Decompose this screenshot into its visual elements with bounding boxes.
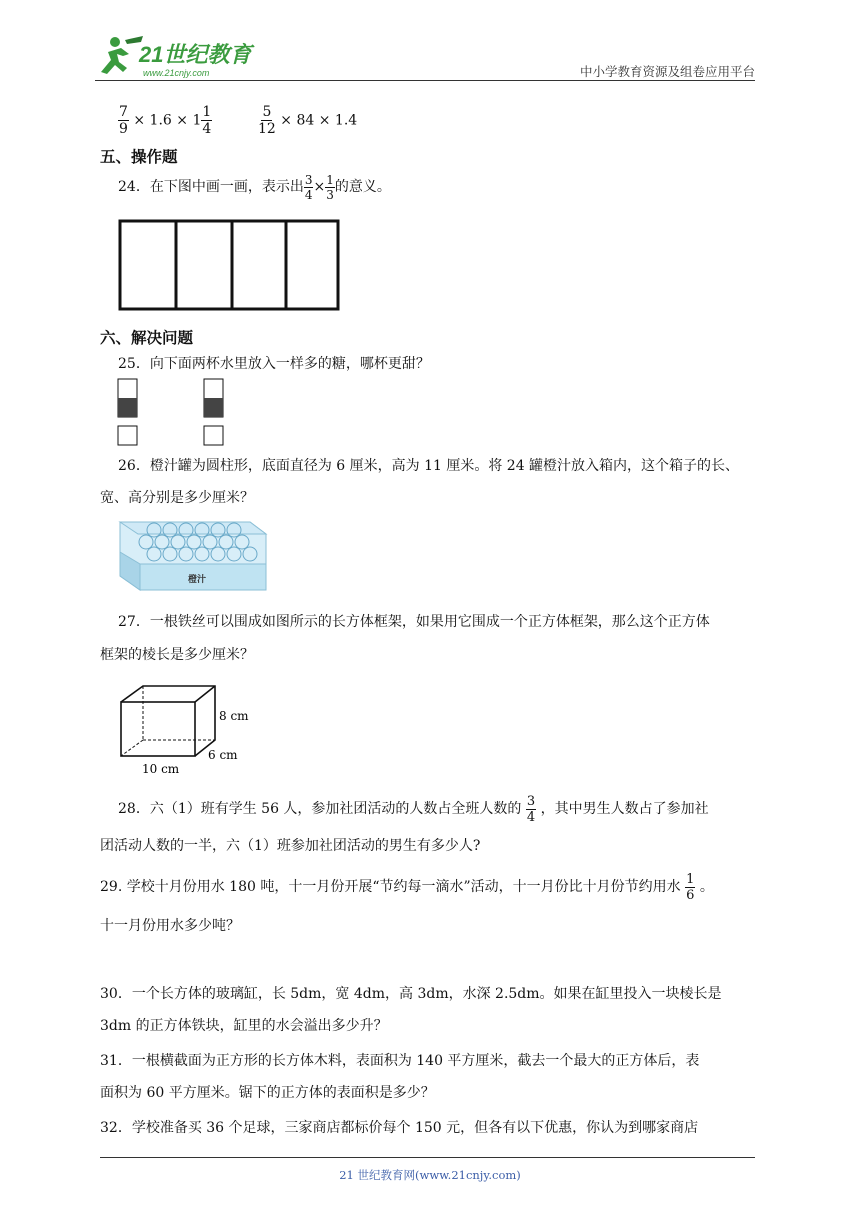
box-label: 橙汁 [188,575,207,585]
footer-text: 21 世纪教育网(www.21cnjy.com) [339,1168,521,1182]
question-30-line1: 30．一个长方体的玻璃缸，长 5dm，宽 4dm，高 3dm，水深 2.5dm。如果在缸里投入一块棱长是 [100,986,722,1002]
question-29-line2: 十一月份用水多少吨？ [100,918,240,934]
width-label: 6 cm [208,748,238,762]
footer-divider [100,1157,755,1158]
logo-url: www.21cnjy.com [143,68,210,78]
expression-text: × 84 × 1.4 [280,112,358,129]
expression-2 [258,105,357,136]
question-27-line2: 框架的棱长是多少厘米？ [100,647,254,663]
header-platform-text: 中小学教育资源及组卷应用平台 [579,64,755,79]
fraction: $\frac{1}{4}$ [202,104,212,137]
question-26-line1: 26．橙汁罐为圆柱形，底面直径为 6 厘米，高为 11 厘米。将 24 罐橙汁放入箱内，这个箱子的长、 [118,458,740,474]
fraction: $\frac{3}{4}$ [304,172,313,202]
fraction: $\frac{3}{4}$ [526,793,536,825]
length-label: 10 cm [142,762,180,776]
question-31-line2: 面积为 60 平方厘米。锯下的正方体的表面积是多少？ [100,1085,435,1101]
expression-text: × 1.6 × 1 [133,112,202,129]
logo-text: 21世纪教育 [139,42,252,67]
cuboid-diagram [118,684,258,776]
header-divider [95,80,755,81]
question-24: 24．在下图中画一画，表示出 $\frac{3}{4}$ × $\frac{1}{3}$ 的意义。 [118,172,391,202]
expression-1 [118,105,212,136]
question-28-line2: 团活动人数的一半，六（1）班参加社团活动的男生有多少人? [100,838,481,854]
question-29-line1: 29. 学校十月份用水 180 吨，十一月份开展“节约每一滴水”活动，十一月份比十月份节约用水 $\frac{1}{6}$ 。 [100,871,714,903]
cup-right [204,379,223,445]
juice-box-diagram [118,520,268,592]
question-25: 25．向下面两杯水里放入一样多的糖，哪杯更甜？ [118,356,430,372]
fraction: $\frac{1}{6}$ [686,871,695,903]
logo [95,34,265,80]
cup-left [118,379,137,445]
section-title-operation: 五、操作题 [100,148,178,166]
section-title-problems: 六、解决问题 [100,329,194,347]
question-26-line2: 宽、高分别是多少厘米？ [100,490,254,506]
question-30-line2: 3dm 的正方体铁块，缸里的水会溢出多少升？ [100,1018,388,1034]
cups-diagram [117,378,237,448]
runner-icon [101,36,143,74]
question-27-line1: 27．一根铁丝可以围成如图所示的长方体框架，如果用它围成一个正方体框架，那么这个正方体 [118,614,710,630]
question-31-line1: 31．一根横截面为正方形的长方体木料，表面积为 140 平方厘米，截去一个最大的正方体后，表 [100,1053,700,1069]
fraction: $\frac{7}{9}$ [119,104,128,137]
question-32-line1: 32．学校准备买 36 个足球，三家商店都标价每个 150 元，但各有以下优惠，你认为到哪家商店 [100,1120,699,1136]
rectangle-grid-diagram [118,219,340,311]
question-28-line1: 28．六（1）班有学生 56 人，参加社团活动的人数占全班人数的 $\frac{3}{4}$ ，其中男生人数占了参加社 [118,793,709,825]
height-label: 8 cm [219,709,249,723]
fraction: $\frac{5}{12}$ [258,104,276,137]
fraction: $\frac{1}{3}$ [326,172,334,202]
